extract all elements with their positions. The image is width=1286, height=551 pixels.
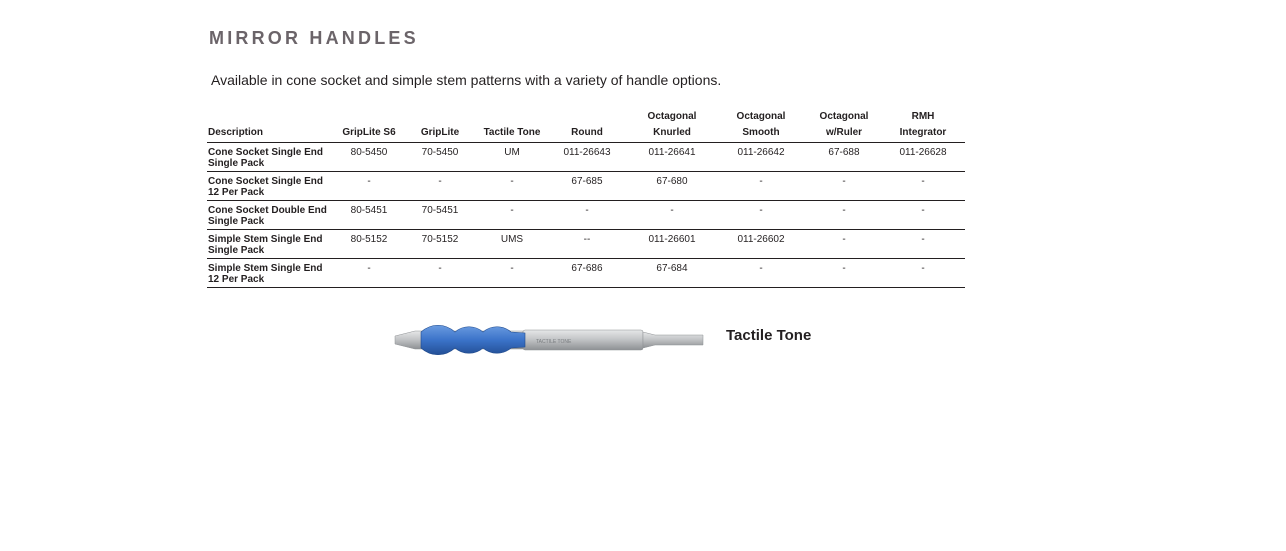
column-header: GripLite S6: [337, 109, 401, 143]
illustration-caption: Tactile Tone: [726, 327, 812, 344]
column-header: RMH Integrator: [881, 109, 965, 143]
table-cell: -: [807, 230, 881, 259]
column-header: Tactile Tone: [479, 109, 545, 143]
table-cell: 011-26641: [629, 143, 715, 172]
table-cell: 80-5152: [337, 230, 401, 259]
table-cell: -: [715, 201, 807, 230]
table-cell: -: [401, 259, 479, 288]
intro-text: Available in cone socket and simple stem patterns with a variety of handle options.: [211, 72, 722, 88]
table-cell: -: [715, 259, 807, 288]
table-row: [207, 143, 965, 172]
table-row: [207, 259, 965, 288]
table-cell: -: [881, 201, 965, 230]
table-cell: UM: [479, 143, 545, 172]
column-header: GripLite: [401, 109, 479, 143]
table-cell: 011-26601: [629, 230, 715, 259]
table-row: [207, 230, 965, 259]
row-description: Simple Stem Single End 12 Per Pack: [207, 259, 337, 288]
svg-text:TACTILE TONE: TACTILE TONE: [536, 339, 572, 345]
column-header: Description: [207, 109, 337, 143]
table-cell: -: [807, 172, 881, 201]
table-cell: 011-26642: [715, 143, 807, 172]
table-cell: -: [337, 259, 401, 288]
table-cell: -: [479, 201, 545, 230]
row-description: Cone Socket Single End Single Pack: [207, 143, 337, 172]
table-cell: -: [545, 201, 629, 230]
table-cell: 011-26602: [715, 230, 807, 259]
table-row: [207, 172, 965, 201]
table-cell: -: [881, 172, 965, 201]
table-cell: -: [807, 259, 881, 288]
table-cell: 011-26628: [881, 143, 965, 172]
table-cell: -: [715, 172, 807, 201]
table-header-row: [207, 109, 965, 143]
row-description: Simple Stem Single End Single Pack: [207, 230, 337, 259]
row-description: Cone Socket Single End 12 Per Pack: [207, 172, 337, 201]
tactile-tone-handle-image: [393, 320, 705, 360]
row-description: Cone Socket Double End Single Pack: [207, 201, 337, 230]
table-cell: 67-680: [629, 172, 715, 201]
column-header: Octagonal Smooth: [715, 109, 807, 143]
table-cell: UMS: [479, 230, 545, 259]
table-cell: 011-26643: [545, 143, 629, 172]
table-cell: 67-685: [545, 172, 629, 201]
table-row: [207, 201, 965, 230]
table-cell: -: [401, 172, 479, 201]
table-cell: 70-5152: [401, 230, 479, 259]
table-cell: -: [881, 230, 965, 259]
mirror-handles-table: [207, 109, 965, 288]
table-cell: 67-686: [545, 259, 629, 288]
table-cell: -: [629, 201, 715, 230]
table-cell: 67-688: [807, 143, 881, 172]
column-header: Octagonal w/Ruler: [807, 109, 881, 143]
table-cell: 80-5451: [337, 201, 401, 230]
table-cell: -: [807, 201, 881, 230]
table-cell: 70-5450: [401, 143, 479, 172]
table-cell: --: [545, 230, 629, 259]
table-cell: -: [881, 259, 965, 288]
table-cell: 67-684: [629, 259, 715, 288]
page-title: MIRROR HANDLES: [209, 28, 419, 48]
table-cell: 70-5451: [401, 201, 479, 230]
column-header: Round: [545, 109, 629, 143]
table-cell: 80-5450: [337, 143, 401, 172]
column-header: Octagonal Knurled: [629, 109, 715, 143]
table-cell: -: [337, 172, 401, 201]
table-cell: -: [479, 259, 545, 288]
table-cell: -: [479, 172, 545, 201]
